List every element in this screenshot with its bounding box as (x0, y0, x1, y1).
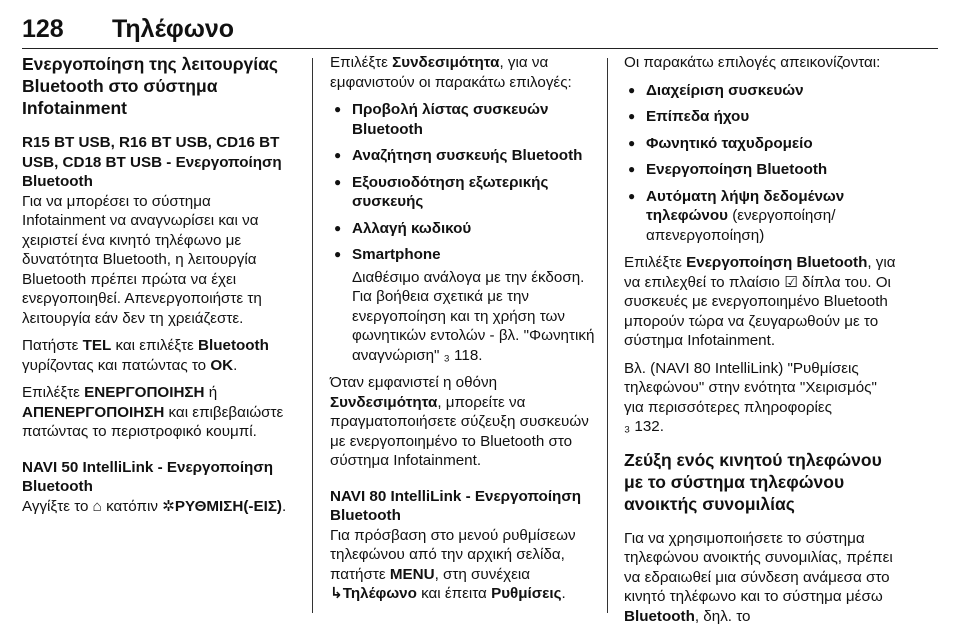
home-icon: ⌂ (92, 497, 102, 515)
column-divider (607, 58, 608, 613)
list-item: ● Αυτόματη λήψη δεδομένων τηλεφώνου (ενεργοποίηση/απενεργοποίηση) (624, 187, 896, 246)
reference-arrow-icon: ₃ 132. (624, 418, 664, 435)
paragraph: Για να χρησιμοποιήσετε το σύστημα τηλεφώνου ανοικτής συνομιλίας, πρέπει να εδραιωθεί μια σύνδεση ανάμεσα στο κινητό τηλέφωνο και το σύστημα μέσω Bluetooth, δηλ. το (624, 529, 893, 625)
list-item: ● Αλλαγή κωδικού (330, 219, 606, 239)
paragraph: Για να μπορέσει το σύστημα Infotainment να αναγνωρίσει και να χειριστεί ένα κινητό τηλέφωνο με δυνατότητα Bluetooth, η λειτουργία Bluetooth πρέπει πρώτα να έχει ενεργοποιηθεί. Απενεργοποιήστε τη λειτουργία εάν δεν τη χρειάζεστε. (22, 192, 262, 327)
page-number: 128 (22, 15, 64, 43)
subsection-heading: NAVI 50 IntelliLink - Ενεργοποίηση Bluetooth (22, 458, 273, 495)
paragraph: Οι παρακάτω επιλογές απεικονίζονται: (624, 54, 881, 71)
paragraph: Βλ. (NAVI 80 IntelliLink) "Ρυθμίσεις τηλεφώνου" στην ενότητα "Χειρισμός" για περισσότερες πληροφορίες ₃ 132. (624, 359, 877, 435)
page-title: Τηλέφωνο (112, 15, 235, 43)
options-list (624, 81, 896, 246)
section-heading: Ενεργοποίηση της λειτουργίας Bluetooth στο σύστημα Infotainment (22, 54, 278, 118)
column-divider (312, 58, 313, 613)
paragraph: Επιλέξτε ΕΝΕΡΓΟΠΟΙΗΣΗ ή ΑΠΕΝΕΡΓΟΠΟΙΗΣΗ και επιβεβαιώστε πατώντας το περιστροφικό κουμπί. (22, 384, 284, 440)
subsection-heading: NAVI 80 IntelliLink - Ενεργοποίηση Bluetooth (330, 487, 581, 524)
list-item: ● Προβολή λίστας συσκευών Bluetooth (330, 100, 606, 139)
list-item: ● Smartphone Διαθέσιμο ανάλογα με την έκδοση. Για βοήθεια σχετικά με την ενεργοποίηση και τη χρήση των φωνητικών εντολών - βλ. "Φωνητική αναγνώριση" ₃ 118. (330, 245, 606, 365)
paragraph: Επιλέξτε Ενεργοποίηση Bluetooth, για να επιλεχθεί το πλαίσιο ☑ δίπλα του. Οι συσκευές με ενεργοποιημένο Bluetooth μπορούν τώρα να ζευγαρωθούν με το σύστημα Infotainment. (624, 254, 896, 349)
reference-arrow-icon: ₃ 118. (443, 346, 483, 364)
list-item: ● Αναζήτηση συσκευής Bluetooth (330, 146, 606, 166)
list-item: ● Διαχείριση συσκευών (624, 81, 896, 101)
section-heading: Ζεύξη ενός κινητού τηλεφώνου με το σύστημα τηλεφώνου ανοικτής συνομιλίας (624, 449, 882, 514)
column-1 (22, 53, 298, 524)
column-2 (330, 53, 606, 612)
page-header (22, 8, 938, 49)
paragraph: Όταν εμφανιστεί η οθόνη Συνδεσιμότητα, μπορείτε να πραγματοποιήσετε σύζευξη συσκευών με ενεργοποιημένο το Bluetooth στο σύστημα Infotainment. (330, 374, 589, 469)
phone-icon: ↳Τηλέφωνο (330, 585, 417, 602)
paragraph: Για πρόσβαση στο μενού ρυθμίσεων τηλεφώνου από την αρχική σελίδα, πατήστε MENU, στη συνέχεια ↳Τηλέφωνο και έπειτα Ρυθμίσεις. (330, 526, 576, 602)
list-item: ● Εξουσιοδότηση εξωτερικής συσκευής (330, 173, 606, 212)
gear-icon: ✲ (162, 497, 175, 515)
list-item: ● Ενεργοποίηση Bluetooth (624, 160, 896, 180)
paragraph: Επιλέξτε Συνδεσιμότητα, για να εμφανιστούν οι παρακάτω επιλογές: (330, 54, 572, 91)
paragraph: Αγγίξτε το ⌂ κατόπιν ✲ΡΥΘΜΙΣΗ(-ΕΙΣ). (22, 497, 287, 515)
options-list (330, 100, 606, 365)
list-item: ● Επίπεδα ήχου (624, 107, 896, 127)
subsection-heading: R15 BT USB, R16 BT USB, CD16 BT USB, CD18 BT USB - Ενεργοποίηση Bluetooth (22, 134, 282, 190)
list-item: ● Φωνητικό ταχυδρομείο (624, 134, 896, 154)
column-3 (624, 53, 896, 634)
paragraph: Πατήστε TEL και επιλέξτε Bluetooth γυρίζοντας και πατώντας το OK. (22, 337, 269, 374)
